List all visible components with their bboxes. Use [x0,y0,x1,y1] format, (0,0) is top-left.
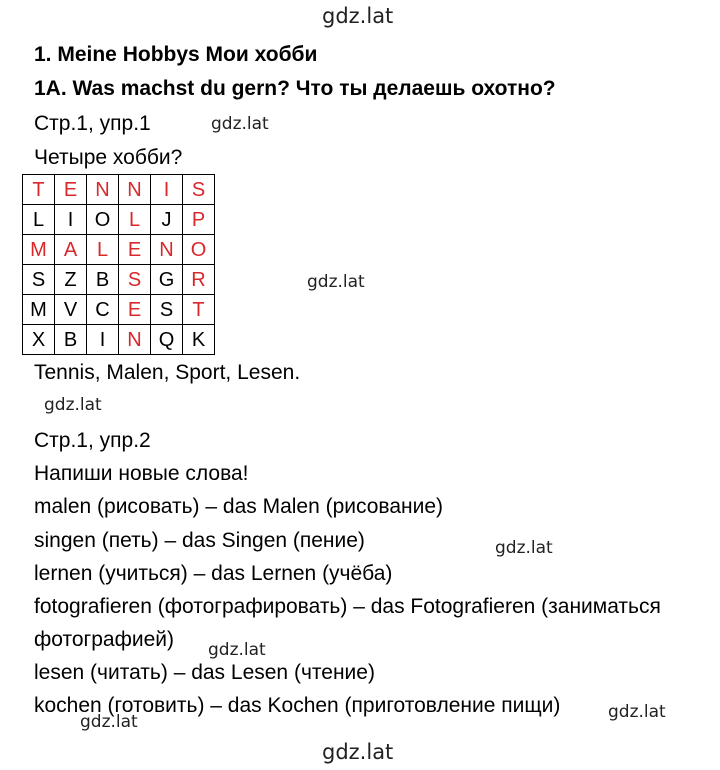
grid-row [23,295,215,325]
grid-cell: M [23,295,55,325]
grid-cell: B [55,325,87,355]
grid-cell: O [87,205,119,235]
watermark: gdz.lat [495,538,553,558]
grid-cell: S [119,265,151,295]
watermark: gdz.lat [322,4,394,28]
grid-cell: A [55,235,87,265]
grid-cell: E [119,235,151,265]
watermark: gdz.lat [208,640,266,660]
grid-cell: X [23,325,55,355]
exercise-reference: Стр.1, упр.2 [34,429,151,452]
watermark: gdz.lat [608,702,666,722]
grid-cell: V [55,295,87,325]
grid-cell: G [151,265,183,295]
grid-cell: P [183,205,215,235]
word-line: lesen (читать) – das Lesen (чтение) [34,661,375,684]
word-line: kochen (готовить) – das Kochen (приготовление пищи) [34,694,561,717]
grid-cell: S [23,265,55,295]
grid-cell: E [119,295,151,325]
grid-cell: I [87,325,119,355]
grid-cell: B [87,265,119,295]
watermark: gdz.lat [44,395,102,415]
exercise-question: Четыре хобби? [34,146,183,169]
watermark: gdz.lat [322,740,394,764]
grid-row [23,205,215,235]
grid-cell: O [183,235,215,265]
exercise-task: Напиши новые слова! [34,462,249,485]
grid-cell: I [55,205,87,235]
word-line: lernen (учиться) – das Lernen (учёба) [34,562,393,585]
grid-row [23,235,215,265]
grid-row [23,265,215,295]
word-search-grid [22,174,215,355]
grid-row [23,175,215,205]
watermark: gdz.lat [307,272,365,292]
word-line: singen (петь) – das Singen (пение) [34,529,365,552]
grid-cell: T [23,175,55,205]
grid-cell: N [119,175,151,205]
word-line: фотографией) [34,628,174,651]
grid-row [23,325,215,355]
subsection-heading: 1А. Was machst du gern? Что ты делаешь охотно? [34,77,556,100]
grid-cell: L [87,235,119,265]
grid-cell: N [87,175,119,205]
exercise-reference: Стр.1, упр.1 [34,112,151,135]
exercise-answer: Tennis, Malen, Sport, Lesen. [34,361,301,384]
grid-cell: N [119,325,151,355]
grid-cell: M [23,235,55,265]
grid-cell: S [183,175,215,205]
grid-cell: I [151,175,183,205]
grid-cell: J [151,205,183,235]
watermark: gdz.lat [211,114,269,134]
word-line: fotografieren (фотографировать) – das Fotografieren (заниматься [34,595,661,618]
section-heading: 1. Meine Hobbys Мои хобби [34,43,318,66]
grid-cell: R [183,265,215,295]
word-line: malen (рисовать) – das Malen (рисование) [34,495,444,518]
watermark: gdz.lat [80,712,138,732]
grid-cell: L [119,205,151,235]
grid-cell: Z [55,265,87,295]
grid-cell: E [55,175,87,205]
grid-cell: Q [151,325,183,355]
grid-cell: C [87,295,119,325]
grid-cell: N [151,235,183,265]
grid-cell: T [183,295,215,325]
grid-cell: K [183,325,215,355]
grid-cell: L [23,205,55,235]
grid-cell: S [151,295,183,325]
